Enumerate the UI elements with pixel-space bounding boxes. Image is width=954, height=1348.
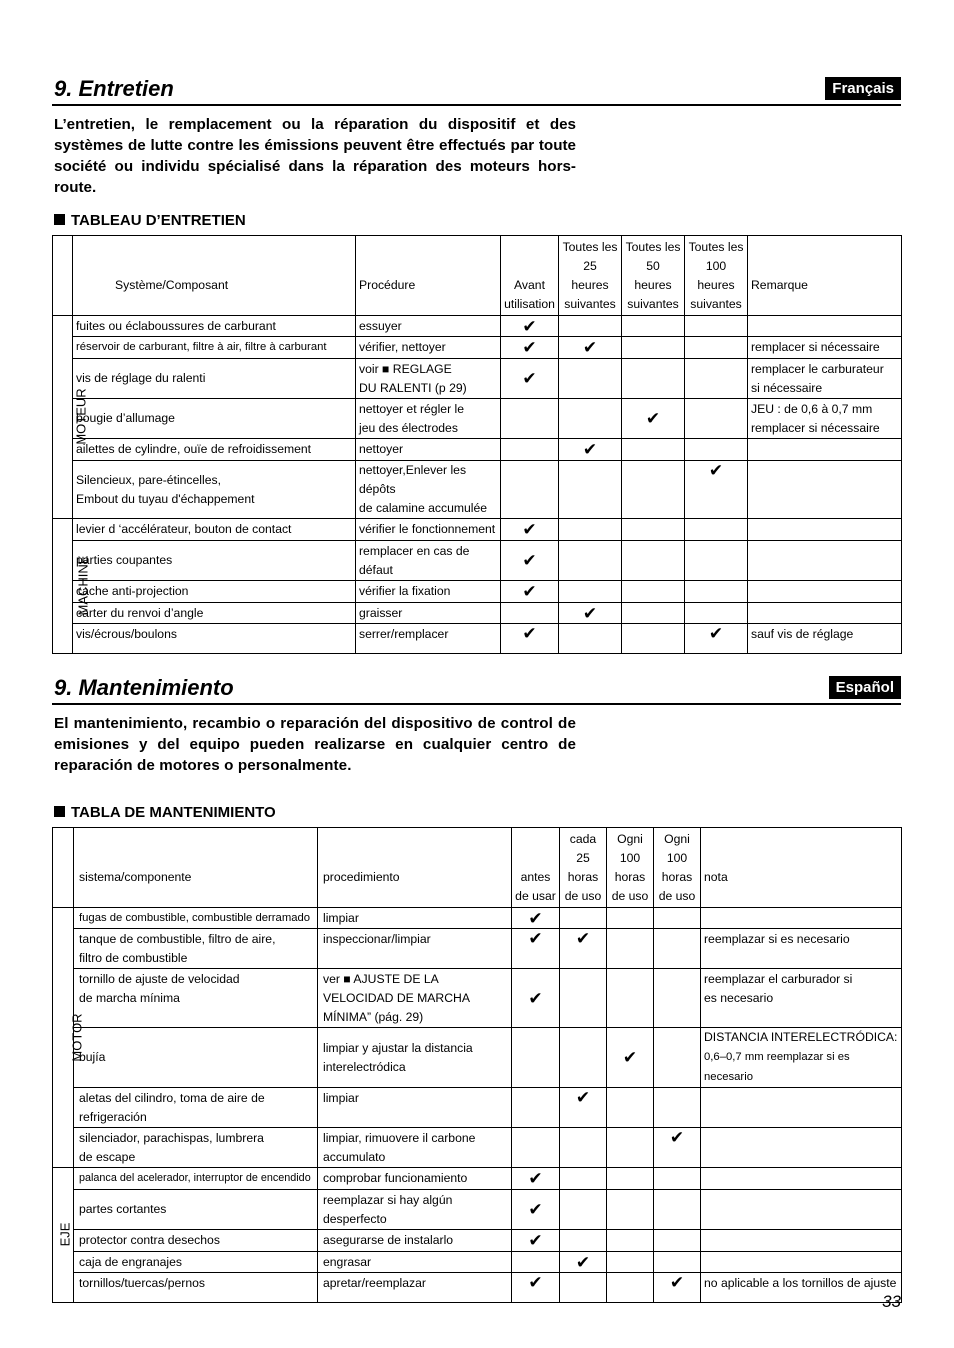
table-row: bougie d’allumage nettoyer et régler le jeu des électrodes ✔ JEU : de 0,6 à 0,7 mm remplacer si nécessaire — [53, 399, 902, 439]
section-spanish — [52, 669, 901, 776]
table-title: TABLEAU D’ENTRETIEN — [54, 212, 901, 229]
square-bullet-icon: ■ — [382, 361, 390, 376]
language-badge: Español — [829, 676, 901, 699]
check-mark: ✔ — [560, 1252, 607, 1273]
section-title: 9. Mantenimiento — [54, 675, 234, 700]
check-mark: ✔ — [559, 337, 622, 359]
section-header — [52, 669, 901, 705]
square-bullet-icon: ■ — [343, 972, 351, 986]
section-header — [52, 70, 901, 106]
check-mark: ✔ — [501, 359, 559, 399]
header-interval-4: Toutes les 100 heures suivantes — [685, 236, 748, 316]
table-title: TABLA DE MANTENIMIENTO — [54, 804, 901, 821]
table-row: partes cortantes reemplazar si hay algún desperfecto ✔ — [53, 1190, 902, 1230]
check-mark: ✔ — [512, 929, 560, 969]
maintenance-table-spanish — [52, 827, 902, 1303]
header-interval-4: Ogni 100 horas de uso — [654, 828, 701, 908]
table-row: silenciador, parachispas, lumbrera de escape limpiar, rimuovere il carbone accumulato ✔ — [53, 1128, 902, 1168]
check-mark: ✔ — [559, 439, 622, 461]
table-row: MOTEUR fuites ou éclaboussures de carburant essuyer ✔ — [53, 316, 902, 337]
check-mark: ✔ — [501, 541, 559, 581]
table-row: bujía limpiar y ajustar la distancia interelectródica ✔ DISTANCIA INTERELECTRÓDICA: 0,6–0,7 mm reemplazar si es necesario — [53, 1028, 902, 1088]
table-row: cache anti-projection vérifier la fixation ✔ — [53, 581, 902, 603]
check-mark: ✔ — [512, 969, 560, 1028]
check-mark: ✔ — [560, 929, 607, 969]
check-mark: ✔ — [512, 908, 560, 929]
header-interval-1: Avant utilisation — [501, 236, 559, 316]
table-row: protector contra desechos asegurarse de instalarlo ✔ — [53, 1230, 902, 1252]
group-label-eje: EJE — [53, 1168, 74, 1303]
table-row: EJE palanca del acelerador, interruptor de encendido comprobar funcionamiento ✔ — [53, 1168, 902, 1190]
header-procedure: Procédure — [356, 236, 501, 316]
check-mark: ✔ — [560, 1088, 607, 1128]
header-system: Système/Composant — [73, 236, 356, 316]
check-mark: ✔ — [501, 581, 559, 603]
table-header-row — [53, 828, 902, 908]
header-interval-1: antes de usar — [512, 828, 560, 908]
square-bullet-icon — [54, 214, 65, 225]
language-badge: Français — [825, 77, 901, 100]
check-mark: ✔ — [512, 1273, 560, 1303]
check-mark: ✔ — [622, 399, 685, 439]
check-mark: ✔ — [501, 316, 559, 337]
check-mark: ✔ — [685, 461, 748, 519]
table-row: aletas del cilindro, toma de aire de refrigeración limpiar ✔ — [53, 1088, 902, 1128]
check-mark: ✔ — [654, 1128, 701, 1168]
header-system: sistema/componente — [74, 828, 318, 908]
table-row: carter du renvoi d’angle graisser ✔ — [53, 603, 902, 624]
table-row: tanque de combustible, filtro de aire, filtro de combustible inspeccionar/limpiar ✔ ✔ reemplazar si es necesario — [53, 929, 902, 969]
header-interval-3: Ogni 100 horas de uso — [607, 828, 654, 908]
check-mark: ✔ — [512, 1230, 560, 1252]
header-remark: Remarque — [748, 236, 902, 316]
group-label-moteur: MOTEUR — [53, 316, 73, 519]
header-interval-2: Toutes les 25 heures suivantes — [559, 236, 622, 316]
table-row: tornillos/tuercas/pernos apretar/reemplazar ✔ ✔ no aplicable a los tornillos de ajuste — [53, 1273, 902, 1303]
table-header-row — [53, 236, 902, 316]
page-number: 33 — [882, 1292, 901, 1311]
table-row: caja de engranajes engrasar ✔ — [53, 1252, 902, 1273]
maintenance-table-french-block — [52, 212, 901, 654]
header-interval-2: cada 25 horas de uso — [560, 828, 607, 908]
header-remark: nota — [701, 828, 902, 908]
section-title: 9. Entretien — [54, 76, 174, 101]
group-label-machine: MACHINE — [53, 519, 73, 654]
maintenance-table-french — [52, 235, 902, 654]
check-mark: ✔ — [501, 337, 559, 359]
check-mark: ✔ — [685, 624, 748, 654]
group-label-motor: MOTOR — [53, 908, 74, 1168]
check-mark: ✔ — [607, 1028, 654, 1088]
check-mark: ✔ — [654, 1273, 701, 1303]
table-row: tornillo de ajuste de velocidad de marcha mínima ver ■ AJUSTE DE LA VELOCIDAD DE MARCHA MÍNIMA” (pág. 29) ✔ reemplazar el carburador si es necesario — [53, 969, 902, 1028]
table-row: Silencieux, pare-étincelles, Embout du tuyau d'échappement nettoyer,Enlever les dépôts de calamine accumulée ✔ — [53, 461, 902, 519]
table-row: vis/écrous/boulons serrer/remplacer ✔ ✔ sauf vis de réglage — [53, 624, 902, 654]
header-procedure: procedimiento — [318, 828, 512, 908]
table-row: MOTOR fugas de combustible, combustible derramado limpiar ✔ — [53, 908, 902, 929]
table-row: réservoir de carburant, filtre à air, filtre à carburant vérifier, nettoyer ✔ ✔ remplacer si nécessaire — [53, 337, 902, 359]
intro-paragraph: L’entretien, le remplacement ou la réparation du dispositif et des systèmes de lutte contre les émissions peuvent être effectués par toute société ou individu spécialisé dans la réparation des moteurs hors-route. — [54, 116, 576, 196]
check-mark: ✔ — [501, 624, 559, 654]
check-mark: ✔ — [512, 1190, 560, 1230]
intro-paragraph: El mantenimiento, recambio o reparación del dispositivo de control de emisiones y del equipo pueden realizarse en cualquier centro de reparación de motores o personalmente. — [54, 715, 576, 774]
header-interval-3: Toutes les 50 heures suivantes — [622, 236, 685, 316]
check-mark: ✔ — [501, 519, 559, 541]
check-mark: ✔ — [559, 603, 622, 624]
table-row: vis de réglage du ralenti voir ■ REGLAGE DU RALENTI (p 29) ✔ remplacer le carburateur si nécessaire — [53, 359, 902, 399]
square-bullet-icon — [54, 806, 65, 817]
section-french — [52, 70, 901, 198]
table-row: parties coupantes remplacer en cas de défaut ✔ — [53, 541, 902, 581]
table-row: ailettes de cylindre, ouïe de refroidissement nettoyer ✔ — [53, 439, 902, 461]
maintenance-table-spanish-block — [52, 804, 901, 1303]
check-mark: ✔ — [512, 1168, 560, 1190]
table-row: MACHINE levier d ‘accélérateur, bouton de contact vérifier le fonctionnement ✔ — [53, 519, 902, 541]
